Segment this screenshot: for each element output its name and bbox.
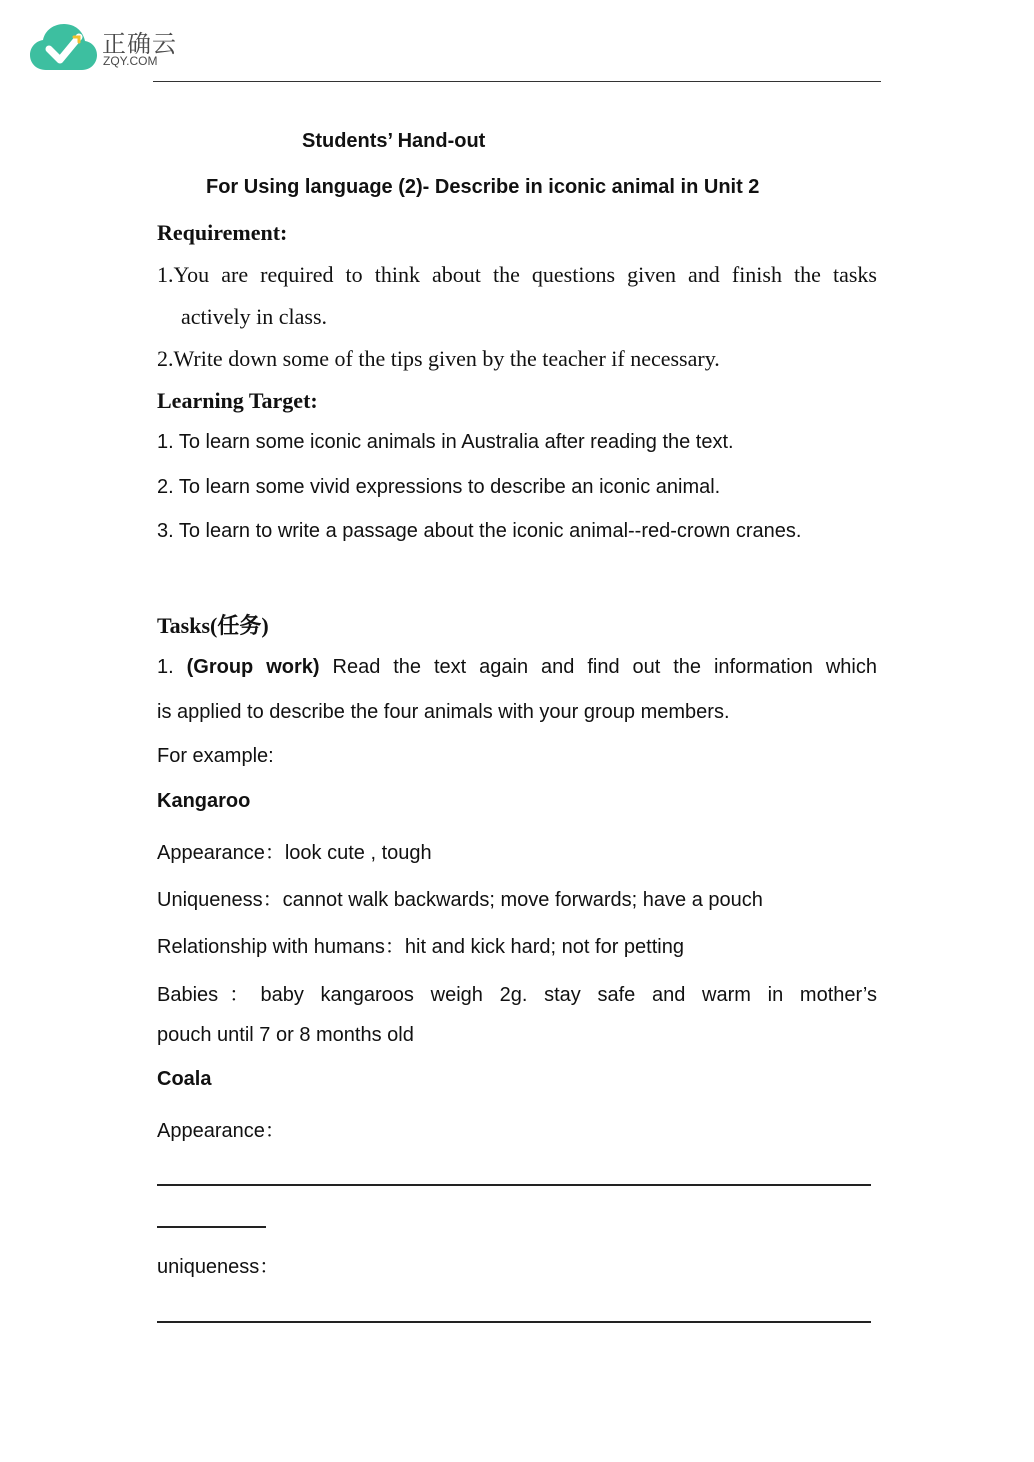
kangaroo-uniqueness: Uniqueness：cannot walk backwards; move forwards; have a pouch: [157, 889, 763, 911]
for-example-label: For example:: [157, 745, 274, 767]
requirement-heading: Requirement:: [157, 220, 288, 245]
learning-target-item-1: 1. To learn some iconic animals in Australia after reading the text.: [157, 431, 734, 453]
cloud-check-icon: [30, 22, 98, 74]
zqy-logo: [30, 22, 180, 74]
requirement-item-1-line-1: 1.You are required to think about the questions given and finish the tasks: [157, 262, 877, 287]
coala-appearance-answer-line-1[interactable]: [157, 1184, 871, 1186]
coala-appearance-label: Appearance：: [157, 1120, 285, 1142]
kangaroo-relationship: Relationship with humans：hit and kick hard; not for petting: [157, 936, 684, 958]
brand-name-en: ZQY.COM: [103, 54, 158, 68]
requirement-item-1-line-2: actively in class.: [181, 304, 328, 329]
kangaroo-appearance: Appearance：look cute , tough: [157, 842, 432, 864]
coala-heading: Coala: [157, 1068, 212, 1090]
header-divider: [153, 81, 881, 82]
coala-appearance-answer-line-2[interactable]: [157, 1226, 266, 1228]
brand-name-cn: 正确云: [102, 30, 177, 58]
task-1-number: 1.: [157, 656, 187, 678]
task-1-group-work-label: (Group work): [186, 656, 320, 678]
document-title: Students’ Hand-out: [302, 130, 486, 152]
task-1-instruction: Read the text again and find out the information which: [319, 656, 877, 678]
document-subtitle: For Using language (2)- Describe in iconic animal in Unit 2: [206, 176, 760, 198]
tasks-heading: Tasks(任务): [157, 613, 269, 638]
learning-target-item-3: 3. To learn to write a passage about the iconic animal--red-crown cranes.: [157, 520, 802, 542]
task-1-line-2: is applied to describe the four animals with your group members.: [157, 701, 730, 723]
learning-target-heading: Learning Target:: [157, 388, 318, 413]
learning-target-item-2: 2. To learn some vivid expressions to describe an iconic animal.: [157, 476, 721, 498]
coala-uniqueness-answer-line[interactable]: [157, 1321, 871, 1323]
requirement-item-2: 2.Write down some of the tips given by the teacher if necessary.: [157, 346, 720, 371]
kangaroo-heading: Kangaroo: [157, 790, 251, 812]
kangaroo-babies-line-1: Babies：baby kangaroos weigh 2g. stay safe and warm in mother’s: [157, 984, 877, 1006]
coala-uniqueness-label: uniqueness：: [157, 1256, 280, 1278]
task-1-line-1: [157, 656, 877, 679]
kangaroo-babies-line-2: pouch until 7 or 8 months old: [157, 1024, 414, 1046]
